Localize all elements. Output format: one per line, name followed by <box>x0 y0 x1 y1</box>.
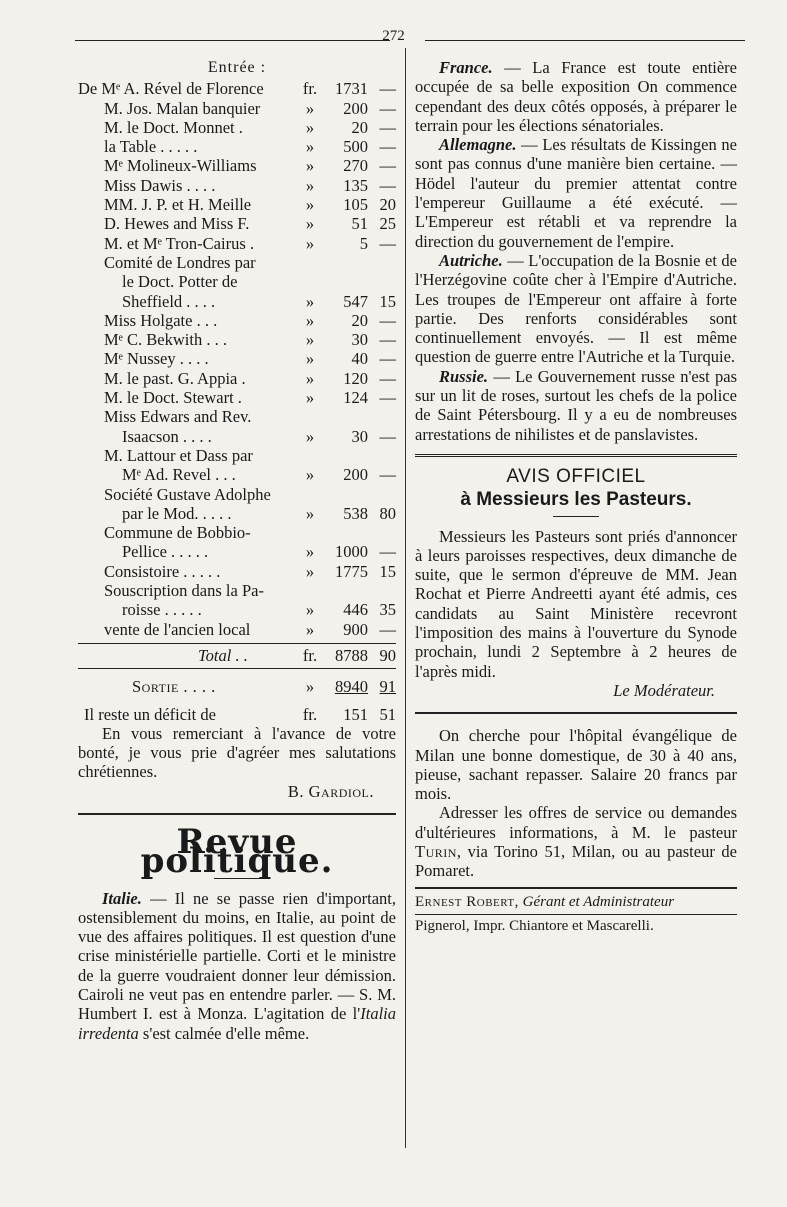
entry-row <box>78 600 396 619</box>
news-paragraph <box>415 367 737 444</box>
deficit-cents: 51 <box>379 704 396 724</box>
entry-name: Miss Edwars and Rev. <box>104 407 252 427</box>
entry-amount: 900 <box>343 619 368 639</box>
entry-amount: 30 <box>351 426 368 446</box>
entry-name: M. le past. G. Appia . <box>104 368 246 388</box>
entry-amount: 20 <box>351 310 368 330</box>
entry-cents: — <box>379 368 396 388</box>
total-label: Total . . <box>198 645 248 665</box>
deficit-label: Il reste un déficit de <box>84 704 216 724</box>
entry-sign: » <box>305 503 315 523</box>
gerant-rule <box>415 887 737 889</box>
entry-row <box>78 369 396 388</box>
avis-rule-top <box>415 454 737 457</box>
entry-cents: — <box>379 542 396 562</box>
entry-row <box>78 176 396 195</box>
avis-text: Messieurs les Pasteurs sont priés d'annoncer à leurs paroisses respectives, deux dimanche de suite, que le sermon d'épreuve de MM. Jean Rochat et Pierre Andreetti ayant été admis, ces candidats au Saint Ministère recevront l'imposition des mains à l'ouverture du Synode prochain, lundi 2 Septembre à 2 heures de l'après midi. <box>415 526 737 681</box>
entry-row <box>78 523 396 542</box>
entry-row <box>78 99 396 118</box>
entry-amount: 1731 <box>335 79 368 99</box>
entry-name: M. le Doct. Stewart . <box>104 388 242 408</box>
entry-row <box>78 504 396 523</box>
entry-cents: — <box>379 117 396 137</box>
news-text: — L'occupation de la Bosnie et de l'Herzégovine coûte cher à l'Empire d'Autriche. Les troupes de l'Empereur ont affaire à forte partie. Des renforts considérables sont continuellement envoyés. — Il est même question de guerre entre l'Autriche et la Turquie. <box>415 250 737 367</box>
entry-row <box>78 253 396 272</box>
entry-sign: » <box>305 214 315 234</box>
entry-sign: » <box>305 291 315 311</box>
entry-sign: » <box>305 368 315 388</box>
entry-amount: 446 <box>343 600 368 620</box>
entry-row <box>78 349 396 368</box>
entry-amount: 1000 <box>335 542 368 562</box>
entry-sign: » <box>305 310 315 330</box>
entry-name: Pellice . . . . . <box>122 542 209 562</box>
printer-line: Pignerol, Impr. Chiantore et Mascarelli. <box>415 917 654 934</box>
entry-name: Consistoire . . . . . <box>104 561 221 581</box>
entry-amount: 270 <box>343 156 368 176</box>
avis-short-rule <box>553 516 599 517</box>
entry-amount: 30 <box>351 330 368 350</box>
deficit-amount: 151 <box>343 704 368 724</box>
entry-name: M. Lattour et Dass par <box>104 445 253 465</box>
entry-sign: » <box>305 465 315 485</box>
avis-signature: Le Modérateur. <box>613 680 715 700</box>
entry-cents: — <box>379 310 396 330</box>
entry-amount: 500 <box>343 137 368 157</box>
news-label: Allemagne. <box>439 135 517 155</box>
entry-cents: 80 <box>379 503 396 523</box>
entry-cents: — <box>379 175 396 195</box>
entry-sign: » <box>305 388 315 408</box>
news-list <box>415 58 737 444</box>
entry-name: le Doct. Potter de <box>122 272 238 292</box>
sortie-row <box>78 677 396 696</box>
entry-name: M. et Mᵉ Tron-Cairus . <box>104 233 254 253</box>
entry-amount: 105 <box>343 195 368 215</box>
total-amount: 8788 <box>335 645 368 665</box>
entry-cents: — <box>379 426 396 446</box>
entry-sign: » <box>305 156 315 176</box>
header-rule-left <box>75 40 390 41</box>
sortie-sign: » <box>305 677 315 697</box>
entry-sign: fr. <box>302 79 318 99</box>
entry-sign: » <box>305 542 315 562</box>
entry-name: Miss Holgate . . . <box>104 310 218 330</box>
news-text: — La France est toute entière occupée de sa belle exposition On commence cependant des deux côtés opposés, à préparer le terrain pour les élections sénatoriales. <box>415 58 737 135</box>
annonce-paragraph-2 <box>415 803 737 880</box>
entry-amount: 1775 <box>335 561 368 581</box>
entry-sign: » <box>305 426 315 446</box>
entry-name: Souscription dans la Pa- <box>104 581 264 601</box>
news-paragraph <box>415 251 737 367</box>
signature: B. Gardiol. <box>287 781 374 801</box>
sortie-amount: 8940 <box>335 677 368 697</box>
entry-row <box>78 446 396 465</box>
deficit-sign: fr. <box>302 704 318 724</box>
avis-title: AVIS OFFICIEL <box>506 465 646 487</box>
entry-name: M. Jos. Malan banquier <box>104 98 261 118</box>
entry-cents: 15 <box>379 561 396 581</box>
entry-cents: — <box>379 619 396 639</box>
entry-cents: 25 <box>379 214 396 234</box>
entry-cents: 15 <box>379 291 396 311</box>
entry-amount: 51 <box>351 214 368 234</box>
annonce-text-a: Adresser les offres de service ou demandes d'ultérieures informations, à M. le pasteur <box>415 803 737 842</box>
entry-amount: 135 <box>343 175 368 195</box>
entry-amount: 40 <box>351 349 368 369</box>
news-paragraph <box>415 135 737 251</box>
entry-cents: — <box>379 349 396 369</box>
entree-heading: Entrée : <box>207 59 267 76</box>
entry-row <box>78 311 396 330</box>
entry-row <box>78 79 396 98</box>
total-cents: 90 <box>379 645 396 665</box>
total-row <box>78 643 396 665</box>
column-divider <box>405 48 406 1148</box>
closing-paragraph: En vous remerciant à l'avance de votre bonté, je vous prie d'agréer mes salutations chrétiennes. <box>78 723 396 782</box>
entry-sign: » <box>305 233 315 253</box>
italie-label: Italie. <box>102 888 142 908</box>
entry-cents: — <box>379 137 396 157</box>
entry-row <box>78 214 396 233</box>
entry-amount: 547 <box>343 291 368 311</box>
entry-row <box>78 562 396 581</box>
entry-name: M. le Doct. Monnet . <box>104 117 243 137</box>
revue-title: Revue politique. <box>140 821 334 882</box>
entry-row <box>78 272 396 291</box>
entry-name: Mᵉ C. Bekwith . . . <box>104 330 227 350</box>
entry-cents: 35 <box>379 600 396 620</box>
entry-amount: 200 <box>343 465 368 485</box>
entry-name: Isaacson . . . . <box>122 426 212 446</box>
entry-sign: » <box>305 195 315 215</box>
entry-sign: » <box>305 117 315 137</box>
entry-row <box>78 407 396 426</box>
sortie-cents: 91 <box>379 677 396 697</box>
gerant-role: Gérant et Administrateur <box>518 893 675 910</box>
annonce-rule <box>415 712 737 714</box>
entry-row <box>78 195 396 214</box>
entry-amount: 200 <box>343 98 368 118</box>
avis-subtitle: à Messieurs les Pasteurs. <box>460 489 692 511</box>
entry-name: par le Mod. . . . . <box>122 503 232 523</box>
italie-paragraph <box>78 889 396 1043</box>
entry-row <box>78 118 396 137</box>
entry-cents: — <box>379 233 396 253</box>
entry-row <box>78 156 396 175</box>
printer-rule <box>415 914 737 915</box>
italie-italic: Italia irredenta <box>78 1004 396 1043</box>
entry-row <box>78 388 396 407</box>
entry-sign: » <box>305 137 315 157</box>
gerant-line <box>415 893 737 912</box>
entry-name: roisse . . . . . <box>122 600 202 620</box>
italie-end: s'est calmée d'elle même. <box>138 1023 310 1043</box>
entry-name: Mᵉ Molineux-Williams <box>104 156 257 176</box>
page-number: 272 <box>382 28 405 44</box>
entry-amount: 20 <box>351 117 368 137</box>
entry-name: De Mᵉ A. Rével de Florence <box>78 79 264 99</box>
left-column <box>78 58 396 1043</box>
entry-sign: » <box>305 600 315 620</box>
news-label: France. <box>439 58 493 77</box>
italie-text: — Il ne se passe rien d'important, ostensiblement du moins, en Italie, au point de vue des affaires politiques. Il est question d'une crise ministérielle partielle. Corti et le ministre de la guerre voudraient donner leur démission. Cairoli ne veut pas en entendre parler. — S. M. Humbert I. est à Monza. L'agitation de l' <box>78 888 396 1024</box>
deficit-row <box>78 705 396 724</box>
entries-list <box>78 79 396 639</box>
gerant-name: Ernest Robert, <box>415 893 519 910</box>
entry-name: D. Hewes and Miss F. <box>104 214 250 234</box>
entry-name: vente de l'ancien local <box>104 619 251 639</box>
entry-cents: 20 <box>379 195 396 215</box>
entry-sign: » <box>305 619 315 639</box>
entry-amount: 5 <box>359 233 368 253</box>
entry-name: Mᵉ Nussey . . . . <box>104 349 209 369</box>
total-sign: fr. <box>302 645 318 665</box>
header-rule-right <box>425 40 745 41</box>
entry-name: Sheffield . . . . <box>122 291 216 311</box>
entry-amount: 120 <box>343 368 368 388</box>
annonce-text-b: , via Torino 51, Milan, ou au pasteur de Pomaret. <box>415 841 737 881</box>
entry-cents: — <box>379 98 396 118</box>
entry-sign: » <box>305 349 315 369</box>
entry-name: Société Gustave Adolphe <box>104 484 271 504</box>
entry-row <box>78 330 396 349</box>
entry-name: Mᵉ Ad. Revel . . . <box>122 465 236 485</box>
entry-row <box>78 137 396 156</box>
section-rule-left <box>78 813 396 815</box>
entry-name: Miss Dawis . . . . <box>104 175 216 195</box>
entry-row <box>78 542 396 561</box>
entry-row <box>78 485 396 504</box>
entry-name: Comité de Londres par <box>104 252 256 272</box>
entry-name: la Table . . . . . <box>104 137 198 157</box>
news-label: Autriche. <box>439 250 503 270</box>
entry-row <box>78 292 396 311</box>
entry-name: MM. J. P. et H. Meille <box>104 195 252 215</box>
news-text: — Les résultats de Kissingen ne sont pas connus d'une manière bien certaine. — Hödel l'auteur du premier attentat contre l'empereur Guillaume a été exécuté. — L'Empereur est rétabli et va reprendre la direction du gouvernement de l'empire. <box>415 135 737 251</box>
entry-cents: — <box>379 156 396 176</box>
right-column <box>415 58 737 936</box>
entry-name: Commune de Bobbio- <box>104 523 251 543</box>
entry-cents: — <box>379 79 396 99</box>
annonce-turin: Turin <box>415 841 457 861</box>
entry-row <box>78 234 396 253</box>
entry-cents: — <box>379 388 396 408</box>
total-rule <box>78 668 396 669</box>
sortie-label: Sortie . . . . <box>132 677 216 697</box>
entry-amount: 124 <box>343 388 368 408</box>
entry-sign: » <box>305 561 315 581</box>
entry-row <box>78 427 396 446</box>
entry-row <box>78 465 396 484</box>
entry-row <box>78 620 396 639</box>
entry-sign: » <box>305 330 315 350</box>
news-label: Russie. <box>439 366 489 386</box>
annonce-paragraph-1: On cherche pour l'hôpital évangélique de Milan une bonne domestique, de 30 à 40 ans, pieuse, sachant repasser. Salaire 20 francs par mois. <box>415 726 737 804</box>
entry-row <box>78 581 396 600</box>
news-text: — Le Gouvernement russe n'est pas sur un lit de roses, surtout les chefs de la police de Saint Pétersbourg. Il y a eu de nombreuses arrestations de nihilistes et de panslavistes. <box>415 366 737 444</box>
entry-cents: — <box>379 465 396 485</box>
entry-cents: — <box>379 330 396 350</box>
entry-sign: » <box>305 98 315 118</box>
news-paragraph <box>415 58 737 135</box>
entry-amount: 538 <box>343 503 368 523</box>
entry-sign: » <box>305 175 315 195</box>
